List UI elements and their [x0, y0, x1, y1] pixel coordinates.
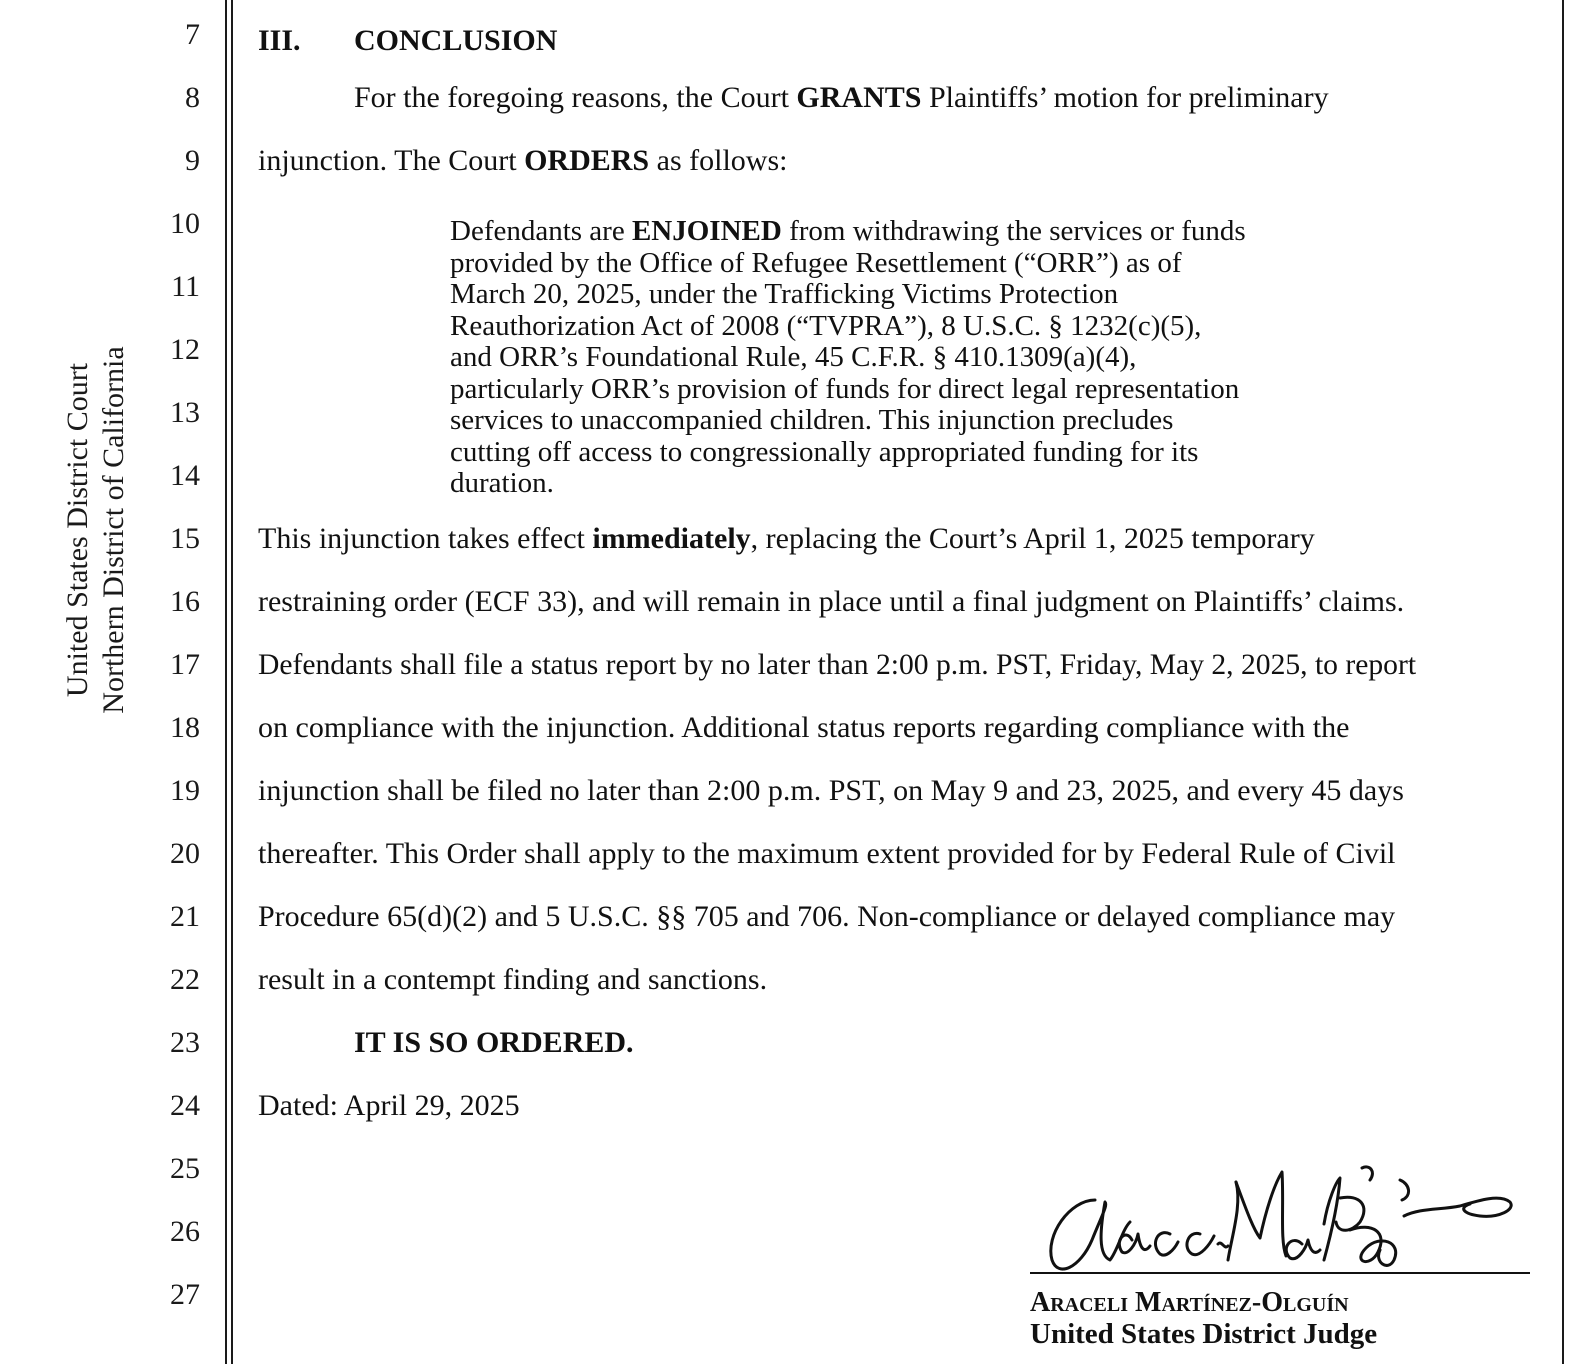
grants-emphasis: GRANTS [796, 81, 922, 114]
injunction-order-block [450, 216, 1350, 500]
immediately-emphasis: immediately [592, 522, 751, 555]
order-line: particularly ORR’s provision of funds for direct legal representation [450, 372, 1240, 405]
body-line-15 [258, 521, 1315, 557]
line-number: 15 [170, 522, 200, 555]
intro-text: Plaintiffs’ motion for preliminary [921, 81, 1329, 114]
order-line: March 20, 2025, under the Trafficking Victims Protection [450, 278, 1119, 310]
intro-text: injunction. The Court [258, 144, 525, 177]
body-line-18: on compliance with the injunction. Additional status reports regarding compliance with the [258, 711, 1350, 744]
enjoined-emphasis: ENJOINED [631, 215, 782, 247]
line-number: 16 [170, 585, 200, 618]
line-number: 26 [170, 1215, 200, 1248]
body-line-22: result in a contempt finding and sanctions. [258, 963, 768, 996]
order-line: provided by the Office of Refugee Resettlement (“ORR”) as of [450, 246, 1182, 279]
body-line-19: injunction shall be filed no later than 2:00 p.m. PST, on May 9 and 23, 2025, and every 45 days [258, 774, 1404, 807]
line-number: 27 [170, 1278, 200, 1311]
body-line-16: restraining order (ECF 33), and will remain in place until a final judgment on Plaintiffs’ claims. [258, 585, 1405, 618]
margin-rule-left [225, 0, 227, 1364]
section-numeral: III. [258, 24, 301, 57]
line-number: 10 [170, 207, 200, 240]
court-district: Northern District of California [97, 346, 130, 714]
line-number: 14 [170, 459, 200, 492]
line-number: 20 [170, 837, 200, 870]
intro-text: For the foregoing reasons, the Court [354, 81, 797, 114]
line-number: 8 [185, 81, 200, 114]
order-line: and ORR’s Foundational Rule, 45 C.F.R. § 410.1309(a)(4), [450, 341, 1137, 373]
line-number: 25 [170, 1152, 200, 1185]
order-line: cutting off access to congressionally appropriated funding for its [450, 435, 1199, 468]
judge-name: Araceli Martínez-Olguín [1030, 1287, 1349, 1318]
body-line-21: Procedure 65(d)(2) and 5 U.S.C. §§ 705 and 706. Non-compliance or delayed compliance may [258, 900, 1396, 933]
line-number: 17 [170, 648, 200, 681]
line-number: 12 [170, 333, 200, 366]
order-line: duration. [450, 467, 554, 499]
margin-rule-right [1562, 0, 1564, 1364]
signature-line [1030, 1272, 1530, 1274]
line-number: 21 [170, 900, 200, 933]
intro-text: as follows: [649, 144, 788, 177]
so-ordered: IT IS SO ORDERED. [354, 1026, 634, 1059]
margin-rule-inner [231, 0, 233, 1364]
line-number: 24 [170, 1089, 200, 1122]
order-line [450, 216, 1350, 248]
line-number: 18 [170, 711, 200, 744]
judge-signature [1040, 1160, 1540, 1285]
intro-line-1 [354, 80, 1329, 116]
line-number: 11 [171, 270, 200, 303]
line-number: 23 [170, 1026, 200, 1059]
orders-emphasis: ORDERS [524, 144, 650, 177]
judge-title: United States District Judge [1030, 1318, 1378, 1350]
order-text: from withdrawing the services or funds [781, 215, 1246, 247]
body-text: This injunction takes effect [258, 522, 593, 555]
line-number: 13 [170, 396, 200, 429]
court-name: United States District Court [61, 362, 94, 698]
line-number: 22 [170, 963, 200, 996]
line-number: 19 [170, 774, 200, 807]
body-line-17: Defendants shall file a status report by no later than 2:00 p.m. PST, Friday, May 2, 2025, to report [258, 649, 1417, 681]
order-line: services to unaccompanied children. This injunction precludes [450, 404, 1174, 436]
line-number: 7 [185, 18, 200, 51]
body-text: , replacing the Court’s April 1, 2025 temporary [750, 522, 1315, 555]
dated-line: Dated: April 29, 2025 [258, 1089, 520, 1122]
line-number: 9 [185, 144, 200, 177]
intro-line-2 [258, 143, 787, 179]
body-line-20: thereafter. This Order shall apply to the maximum extent provided for by Federal Rule of Civil [258, 837, 1396, 870]
order-text: Defendants are [450, 215, 632, 247]
order-line: Reauthorization Act of 2008 (“TVPRA”), 8 U.S.C. § 1232(c)(5), [450, 309, 1202, 342]
court-margin-label [60, 320, 132, 740]
section-heading: CONCLUSION [354, 24, 558, 57]
